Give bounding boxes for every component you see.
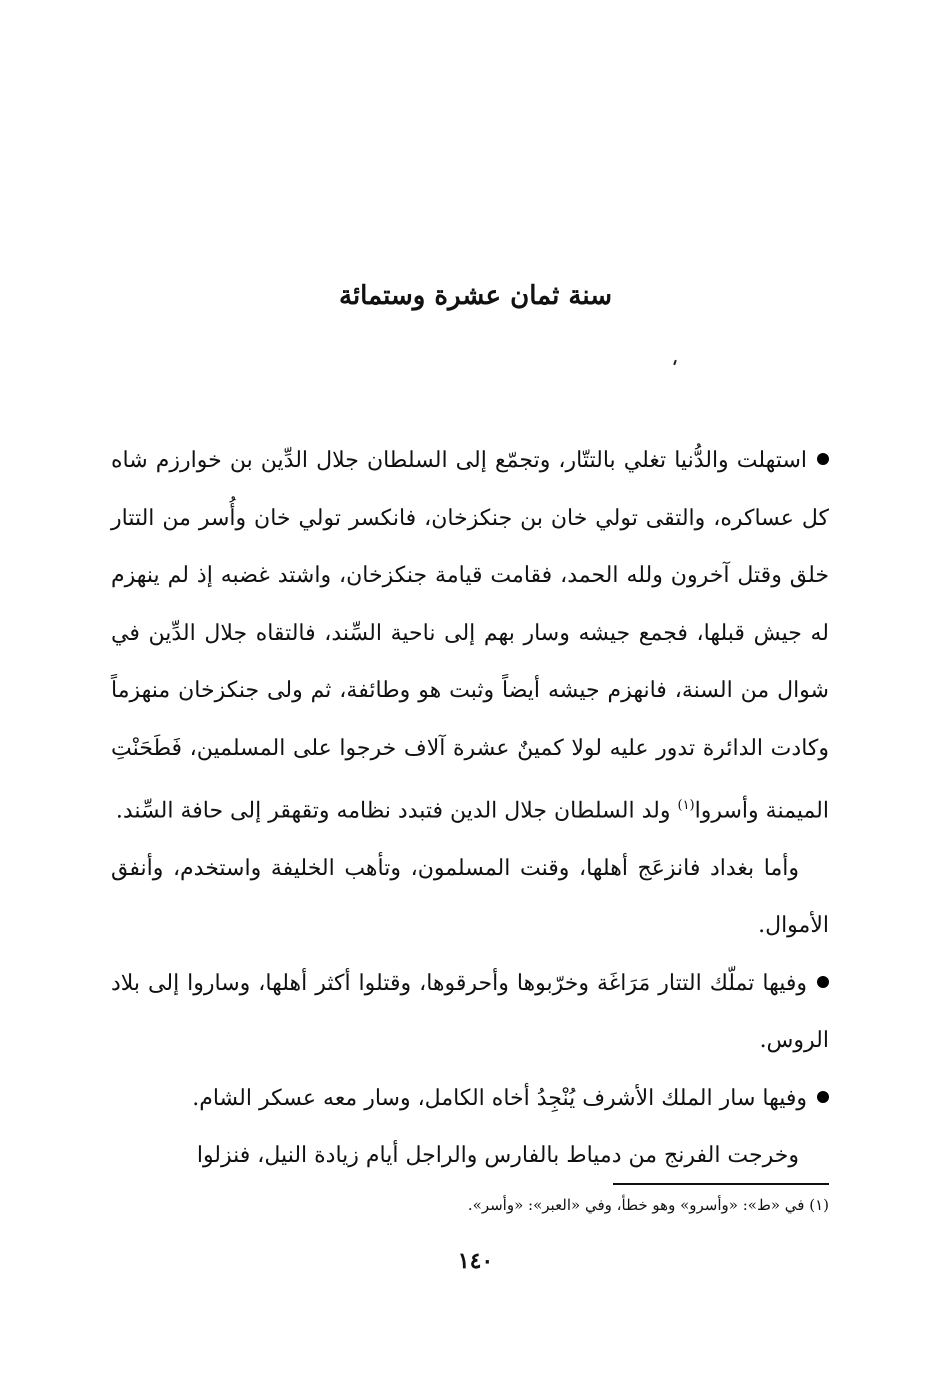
paragraph-5 [111, 1127, 829, 1185]
paragraph-4 [111, 1070, 829, 1128]
paragraph-4-text: وفيها سار الملك الأشرف يُنْجِدُ أخاه الكامل، وسار معه عسكر الشام. [192, 1085, 807, 1111]
paragraph-1-text-after-note: ولد السلطان جلال الدين فتبدد نظامه وتقهقر إلى حافة السِّند. [115, 798, 678, 824]
paragraph-1 [111, 432, 829, 840]
bullet-icon [817, 453, 829, 465]
paragraph-2-text: وأما بغداد فانزعَج أهلها، وقنت المسلمون، وتأهب الخليفة واستخدم، وأنفق الأموال. [111, 855, 829, 939]
paragraph-5-text: وخرجت الفرنج من دمياط بالفارس والراجل أيام زيادة النيل، فنزلوا [196, 1143, 799, 1169]
paragraph-3-text: وفيها تملّك التتار مَرَاغَة وخرّبوها وأحرقوها، وقتلوا أكثر أهلها، وساروا إلى بلاد الروس. [111, 970, 829, 1054]
body-text [111, 432, 829, 1185]
footnote-divider [613, 1183, 829, 1185]
bullet-icon [817, 976, 829, 988]
page-number: ١٤٠ [457, 1248, 494, 1274]
footnote-ref: (١) [677, 798, 695, 813]
footnote: (١) في «ط»: «وأسرو» وهو خطأ، وفي «العبر»: «وأسر». [467, 1196, 829, 1214]
bullet-icon [817, 1091, 829, 1103]
chapter-title: سنة ثمان عشرة وستمائة [339, 281, 612, 311]
paragraph-3 [111, 955, 829, 1070]
ink-speck [673, 360, 677, 365]
paragraph-1-text: استهلت والدُّنيا تغلي بالتتّار، وتجمّع إلى السلطان جلال الدِّين بن خوارزم شاه كل عساكره، والتقى تولي خان بن جنكزخان، فانكسر تولي خان وأُسر من التتار خلق وقتل آخرون ولله الحمد، فقامت قيامة جنكزخان، واشتد غضبه إذ لم ينهزم له جيش قبلها، فجمع جيشه وسار بهم إلى ناحية السِّند، فالتقاه جلال الدِّين في شوال من السنة، فانهزم جيشه أيضاً وثبت هو وطائفة، ثم ولى جنكزخان منهزماً وكادت الدائرة تدور عليه لولا كمينٌ عشرة آلاف خرجوا على المسلمين، فَطَحَنْتِ الميمنة وأسروا [111, 448, 829, 824]
paragraph-2 [111, 840, 829, 955]
